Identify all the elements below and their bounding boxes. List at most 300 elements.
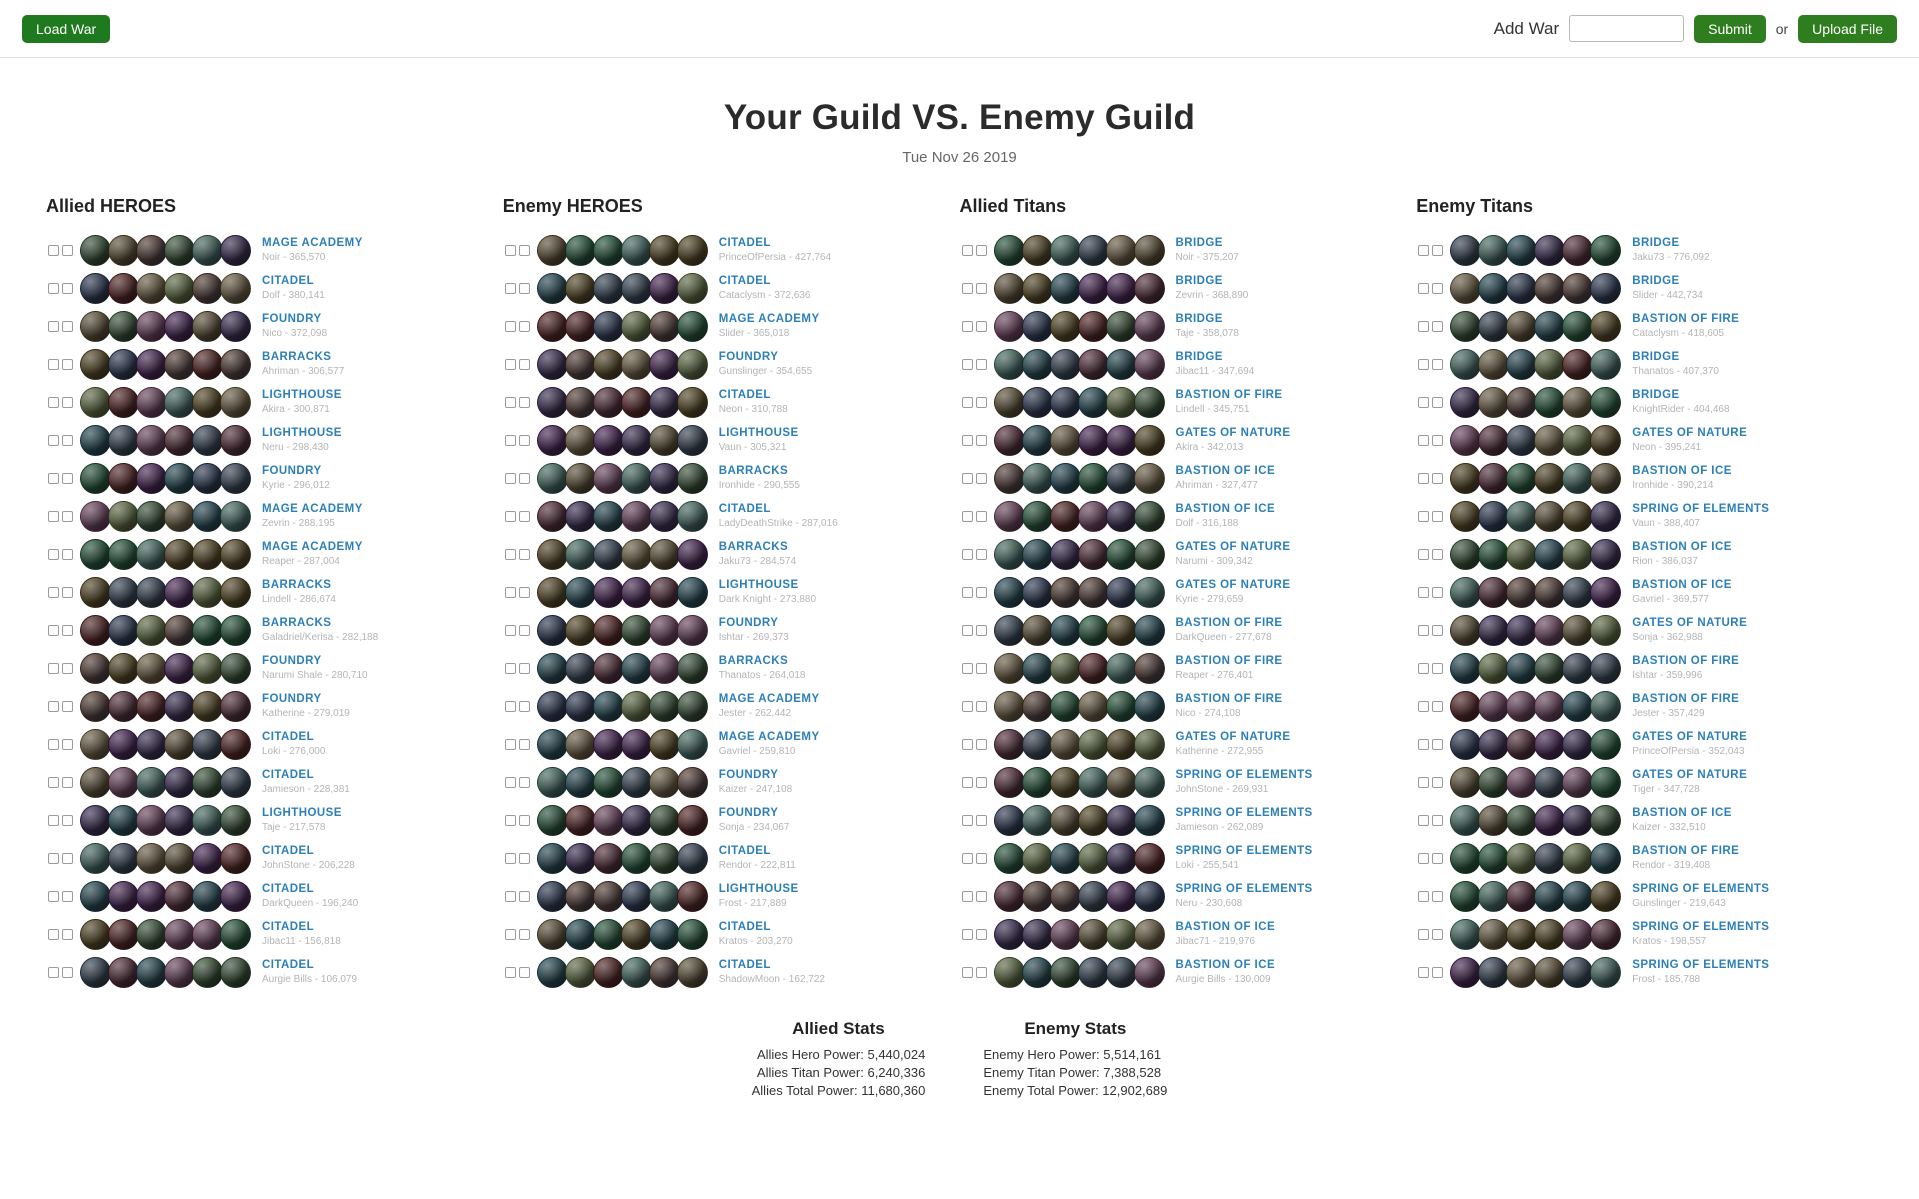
unit-avatar-icon[interactable]: [649, 615, 680, 646]
row-select-checkbox[interactable]: [48, 587, 59, 598]
fortification-label[interactable]: BASTION OF ICE: [1175, 502, 1276, 515]
unit-avatar-icon[interactable]: [677, 235, 708, 266]
unit-avatar-icon[interactable]: [677, 767, 708, 798]
unit-avatar-icon[interactable]: [1134, 387, 1165, 418]
unit-avatar-icon[interactable]: [108, 919, 139, 950]
fortification-label[interactable]: BRIDGE: [1632, 350, 1680, 363]
unit-avatar-icon[interactable]: [1506, 615, 1537, 646]
unit-avatar-icon[interactable]: [994, 615, 1025, 646]
row-compare-checkbox[interactable]: [976, 967, 987, 978]
fortification-label[interactable]: CITADEL: [718, 502, 771, 515]
row-select-checkbox[interactable]: [505, 929, 516, 940]
unit-avatar-icon[interactable]: [108, 501, 139, 532]
row-compare-checkbox[interactable]: [1432, 967, 1443, 978]
unit-avatar-icon[interactable]: [649, 957, 680, 988]
unit-avatar-icon[interactable]: [565, 235, 596, 266]
unit-avatar-icon[interactable]: [621, 577, 652, 608]
unit-avatar-icon[interactable]: [164, 653, 195, 684]
row-compare-checkbox[interactable]: [1432, 929, 1443, 940]
unit-avatar-icon[interactable]: [994, 539, 1025, 570]
unit-avatar-icon[interactable]: [565, 767, 596, 798]
unit-avatar-icon[interactable]: [1050, 919, 1081, 950]
unit-avatar-icon[interactable]: [994, 729, 1025, 760]
fortification-label[interactable]: CITADEL: [718, 920, 771, 933]
unit-avatar-icon[interactable]: [565, 387, 596, 418]
unit-avatar-icon[interactable]: [677, 577, 708, 608]
row-select-checkbox[interactable]: [505, 511, 516, 522]
row-select-checkbox[interactable]: [505, 815, 516, 826]
unit-avatar-icon[interactable]: [164, 539, 195, 570]
row-select-checkbox[interactable]: [962, 511, 973, 522]
row-select-checkbox[interactable]: [962, 321, 973, 332]
unit-avatar-icon[interactable]: [1106, 653, 1137, 684]
row-compare-checkbox[interactable]: [519, 321, 530, 332]
unit-avatar-icon[interactable]: [1450, 615, 1481, 646]
row-select-checkbox[interactable]: [48, 397, 59, 408]
row-compare-checkbox[interactable]: [519, 663, 530, 674]
unit-avatar-icon[interactable]: [1078, 235, 1109, 266]
unit-avatar-icon[interactable]: [1050, 501, 1081, 532]
unit-avatar-icon[interactable]: [1078, 273, 1109, 304]
roster-row[interactable]: [960, 839, 1417, 877]
unit-avatar-icon[interactable]: [1478, 235, 1509, 266]
row-select-checkbox[interactable]: [1418, 473, 1429, 484]
unit-avatar-icon[interactable]: [192, 235, 223, 266]
row-select-checkbox[interactable]: [1418, 853, 1429, 864]
row-select-checkbox[interactable]: [48, 891, 59, 902]
roster-row[interactable]: [503, 953, 960, 991]
unit-avatar-icon[interactable]: [1022, 463, 1053, 494]
unit-avatar-icon[interactable]: [1022, 539, 1053, 570]
row-select-checkbox[interactable]: [962, 397, 973, 408]
unit-avatar-icon[interactable]: [1562, 843, 1593, 874]
unit-avatar-icon[interactable]: [994, 881, 1025, 912]
unit-avatar-icon[interactable]: [1590, 881, 1621, 912]
unit-avatar-icon[interactable]: [1534, 919, 1565, 950]
unit-avatar-icon[interactable]: [192, 653, 223, 684]
unit-avatar-icon[interactable]: [1590, 729, 1621, 760]
row-compare-checkbox[interactable]: [62, 853, 73, 864]
unit-avatar-icon[interactable]: [1562, 349, 1593, 380]
unit-avatar-icon[interactable]: [1078, 577, 1109, 608]
unit-avatar-icon[interactable]: [1590, 235, 1621, 266]
unit-avatar-icon[interactable]: [994, 463, 1025, 494]
unit-avatar-icon[interactable]: [80, 767, 111, 798]
unit-avatar-icon[interactable]: [1478, 881, 1509, 912]
unit-avatar-icon[interactable]: [621, 539, 652, 570]
roster-row[interactable]: [503, 687, 960, 725]
unit-avatar-icon[interactable]: [1450, 273, 1481, 304]
unit-avatar-icon[interactable]: [649, 691, 680, 722]
unit-avatar-icon[interactable]: [1022, 425, 1053, 456]
unit-avatar-icon[interactable]: [164, 843, 195, 874]
unit-avatar-icon[interactable]: [1450, 691, 1481, 722]
unit-avatar-icon[interactable]: [1478, 767, 1509, 798]
unit-avatar-icon[interactable]: [1478, 691, 1509, 722]
roster-row[interactable]: [503, 307, 960, 345]
unit-avatar-icon[interactable]: [593, 919, 624, 950]
unit-avatar-icon[interactable]: [1106, 577, 1137, 608]
unit-avatar-icon[interactable]: [1106, 273, 1137, 304]
roster-row[interactable]: [46, 269, 503, 307]
unit-avatar-icon[interactable]: [649, 653, 680, 684]
unit-avatar-icon[interactable]: [565, 425, 596, 456]
unit-avatar-icon[interactable]: [1562, 425, 1593, 456]
unit-avatar-icon[interactable]: [80, 615, 111, 646]
fortification-label[interactable]: BRIDGE: [1175, 236, 1223, 249]
unit-avatar-icon[interactable]: [1134, 539, 1165, 570]
row-select-checkbox[interactable]: [48, 967, 59, 978]
roster-row[interactable]: [1416, 383, 1873, 421]
unit-avatar-icon[interactable]: [1134, 425, 1165, 456]
unit-avatar-icon[interactable]: [1022, 729, 1053, 760]
fortification-label[interactable]: BARRACKS: [718, 654, 789, 667]
unit-avatar-icon[interactable]: [677, 463, 708, 494]
unit-avatar-icon[interactable]: [994, 425, 1025, 456]
row-select-checkbox[interactable]: [962, 625, 973, 636]
unit-avatar-icon[interactable]: [1134, 881, 1165, 912]
unit-avatar-icon[interactable]: [565, 729, 596, 760]
unit-avatar-icon[interactable]: [537, 691, 568, 722]
unit-avatar-icon[interactable]: [1562, 235, 1593, 266]
unit-avatar-icon[interactable]: [1534, 425, 1565, 456]
unit-avatar-icon[interactable]: [537, 387, 568, 418]
fortification-label[interactable]: SPRING OF ELEMENTS: [1175, 882, 1313, 895]
unit-avatar-icon[interactable]: [1450, 653, 1481, 684]
row-select-checkbox[interactable]: [505, 245, 516, 256]
fortification-label[interactable]: BASTION OF ICE: [1175, 958, 1276, 971]
unit-avatar-icon[interactable]: [1562, 615, 1593, 646]
unit-avatar-icon[interactable]: [1134, 577, 1165, 608]
row-compare-checkbox[interactable]: [62, 359, 73, 370]
row-select-checkbox[interactable]: [1418, 549, 1429, 560]
row-select-checkbox[interactable]: [48, 739, 59, 750]
row-select-checkbox[interactable]: [962, 777, 973, 788]
unit-avatar-icon[interactable]: [593, 577, 624, 608]
unit-avatar-icon[interactable]: [80, 463, 111, 494]
unit-avatar-icon[interactable]: [593, 425, 624, 456]
unit-avatar-icon[interactable]: [565, 957, 596, 988]
unit-avatar-icon[interactable]: [994, 311, 1025, 342]
unit-avatar-icon[interactable]: [593, 349, 624, 380]
unit-avatar-icon[interactable]: [994, 501, 1025, 532]
unit-avatar-icon[interactable]: [1506, 653, 1537, 684]
row-select-checkbox[interactable]: [1418, 929, 1429, 940]
unit-avatar-icon[interactable]: [1134, 957, 1165, 988]
unit-avatar-icon[interactable]: [1134, 729, 1165, 760]
row-select-checkbox[interactable]: [48, 245, 59, 256]
roster-row[interactable]: [1416, 307, 1873, 345]
roster-row[interactable]: [503, 459, 960, 497]
unit-avatar-icon[interactable]: [565, 577, 596, 608]
unit-avatar-icon[interactable]: [1106, 425, 1137, 456]
unit-avatar-icon[interactable]: [1506, 501, 1537, 532]
unit-avatar-icon[interactable]: [1478, 387, 1509, 418]
unit-avatar-icon[interactable]: [565, 843, 596, 874]
unit-avatar-icon[interactable]: [80, 805, 111, 836]
fortification-label[interactable]: LIGHTHOUSE: [718, 426, 799, 439]
row-compare-checkbox[interactable]: [976, 929, 987, 940]
unit-avatar-icon[interactable]: [1534, 691, 1565, 722]
row-select-checkbox[interactable]: [962, 283, 973, 294]
unit-avatar-icon[interactable]: [1050, 653, 1081, 684]
unit-avatar-icon[interactable]: [593, 881, 624, 912]
unit-avatar-icon[interactable]: [537, 767, 568, 798]
unit-avatar-icon[interactable]: [108, 767, 139, 798]
row-select-checkbox[interactable]: [1418, 321, 1429, 332]
unit-avatar-icon[interactable]: [677, 843, 708, 874]
unit-avatar-icon[interactable]: [649, 425, 680, 456]
unit-avatar-icon[interactable]: [108, 577, 139, 608]
unit-avatar-icon[interactable]: [1106, 311, 1137, 342]
unit-avatar-icon[interactable]: [1590, 691, 1621, 722]
row-select-checkbox[interactable]: [505, 625, 516, 636]
fortification-label[interactable]: MAGE ACADEMY: [262, 540, 363, 553]
roster-row[interactable]: [1416, 649, 1873, 687]
unit-avatar-icon[interactable]: [108, 729, 139, 760]
roster-row[interactable]: [46, 953, 503, 991]
unit-avatar-icon[interactable]: [1450, 843, 1481, 874]
unit-avatar-icon[interactable]: [108, 539, 139, 570]
unit-avatar-icon[interactable]: [1534, 311, 1565, 342]
unit-avatar-icon[interactable]: [192, 273, 223, 304]
row-compare-checkbox[interactable]: [519, 625, 530, 636]
fortification-label[interactable]: MAGE ACADEMY: [262, 502, 363, 515]
unit-avatar-icon[interactable]: [1050, 957, 1081, 988]
roster-row[interactable]: [960, 535, 1417, 573]
fortification-label[interactable]: CITADEL: [262, 768, 315, 781]
unit-avatar-icon[interactable]: [1050, 273, 1081, 304]
unit-avatar-icon[interactable]: [677, 425, 708, 456]
unit-avatar-icon[interactable]: [1022, 843, 1053, 874]
row-compare-checkbox[interactable]: [62, 777, 73, 788]
roster-row[interactable]: [1416, 497, 1873, 535]
row-compare-checkbox[interactable]: [519, 967, 530, 978]
fortification-label[interactable]: CITADEL: [262, 958, 315, 971]
row-compare-checkbox[interactable]: [976, 853, 987, 864]
row-select-checkbox[interactable]: [962, 929, 973, 940]
row-compare-checkbox[interactable]: [976, 435, 987, 446]
row-compare-checkbox[interactable]: [519, 853, 530, 864]
unit-avatar-icon[interactable]: [1478, 615, 1509, 646]
unit-avatar-icon[interactable]: [1506, 311, 1537, 342]
unit-avatar-icon[interactable]: [1022, 387, 1053, 418]
row-compare-checkbox[interactable]: [519, 701, 530, 712]
roster-row[interactable]: [960, 687, 1417, 725]
unit-avatar-icon[interactable]: [677, 881, 708, 912]
fortification-label[interactable]: BARRACKS: [262, 578, 332, 591]
fortification-label[interactable]: LIGHTHOUSE: [262, 388, 342, 401]
unit-avatar-icon[interactable]: [192, 919, 223, 950]
unit-avatar-icon[interactable]: [1450, 425, 1481, 456]
unit-avatar-icon[interactable]: [1478, 805, 1509, 836]
row-select-checkbox[interactable]: [505, 967, 516, 978]
roster-row[interactable]: [46, 345, 503, 383]
unit-avatar-icon[interactable]: [1506, 957, 1537, 988]
unit-avatar-icon[interactable]: [537, 919, 568, 950]
unit-avatar-icon[interactable]: [621, 805, 652, 836]
unit-avatar-icon[interactable]: [1078, 653, 1109, 684]
row-select-checkbox[interactable]: [1418, 739, 1429, 750]
unit-avatar-icon[interactable]: [164, 805, 195, 836]
roster-row[interactable]: [960, 953, 1417, 991]
roster-row[interactable]: [960, 345, 1417, 383]
roster-row[interactable]: [503, 573, 960, 611]
unit-avatar-icon[interactable]: [80, 653, 111, 684]
row-select-checkbox[interactable]: [962, 891, 973, 902]
unit-avatar-icon[interactable]: [593, 957, 624, 988]
row-select-checkbox[interactable]: [962, 967, 973, 978]
row-select-checkbox[interactable]: [48, 625, 59, 636]
unit-avatar-icon[interactable]: [192, 425, 223, 456]
unit-avatar-icon[interactable]: [1478, 501, 1509, 532]
unit-avatar-icon[interactable]: [136, 881, 167, 912]
unit-avatar-icon[interactable]: [1590, 273, 1621, 304]
unit-avatar-icon[interactable]: [1590, 311, 1621, 342]
unit-avatar-icon[interactable]: [1506, 843, 1537, 874]
row-compare-checkbox[interactable]: [976, 549, 987, 560]
unit-avatar-icon[interactable]: [1022, 501, 1053, 532]
unit-avatar-icon[interactable]: [593, 539, 624, 570]
row-select-checkbox[interactable]: [505, 739, 516, 750]
row-compare-checkbox[interactable]: [62, 549, 73, 560]
roster-row[interactable]: [1416, 763, 1873, 801]
unit-avatar-icon[interactable]: [677, 729, 708, 760]
unit-avatar-icon[interactable]: [565, 463, 596, 494]
row-select-checkbox[interactable]: [1418, 701, 1429, 712]
unit-avatar-icon[interactable]: [1562, 881, 1593, 912]
unit-avatar-icon[interactable]: [621, 729, 652, 760]
roster-row[interactable]: [960, 383, 1417, 421]
roster-row[interactable]: [960, 269, 1417, 307]
unit-avatar-icon[interactable]: [164, 235, 195, 266]
unit-avatar-icon[interactable]: [1590, 957, 1621, 988]
row-compare-checkbox[interactable]: [976, 587, 987, 598]
unit-avatar-icon[interactable]: [677, 957, 708, 988]
unit-avatar-icon[interactable]: [1106, 767, 1137, 798]
unit-avatar-icon[interactable]: [1022, 653, 1053, 684]
unit-avatar-icon[interactable]: [220, 729, 251, 760]
unit-avatar-icon[interactable]: [537, 577, 568, 608]
row-select-checkbox[interactable]: [505, 321, 516, 332]
fortification-label[interactable]: BASTION OF FIRE: [1175, 616, 1283, 629]
fortification-label[interactable]: MAGE ACADEMY: [718, 312, 820, 325]
roster-row[interactable]: [1416, 269, 1873, 307]
unit-avatar-icon[interactable]: [108, 273, 139, 304]
unit-avatar-icon[interactable]: [220, 273, 251, 304]
unit-avatar-icon[interactable]: [593, 311, 624, 342]
row-compare-checkbox[interactable]: [62, 587, 73, 598]
row-compare-checkbox[interactable]: [62, 929, 73, 940]
unit-avatar-icon[interactable]: [1590, 577, 1621, 608]
unit-avatar-icon[interactable]: [1134, 501, 1165, 532]
unit-avatar-icon[interactable]: [994, 919, 1025, 950]
unit-avatar-icon[interactable]: [1078, 767, 1109, 798]
row-select-checkbox[interactable]: [1418, 967, 1429, 978]
row-select-checkbox[interactable]: [48, 549, 59, 560]
row-compare-checkbox[interactable]: [976, 663, 987, 674]
row-select-checkbox[interactable]: [962, 853, 973, 864]
fortification-label[interactable]: BASTION OF FIRE: [1175, 654, 1283, 667]
unit-avatar-icon[interactable]: [1562, 919, 1593, 950]
unit-avatar-icon[interactable]: [1562, 501, 1593, 532]
unit-avatar-icon[interactable]: [1590, 463, 1621, 494]
unit-avatar-icon[interactable]: [649, 539, 680, 570]
unit-avatar-icon[interactable]: [537, 805, 568, 836]
unit-avatar-icon[interactable]: [677, 919, 708, 950]
row-compare-checkbox[interactable]: [62, 891, 73, 902]
unit-avatar-icon[interactable]: [192, 843, 223, 874]
unit-avatar-icon[interactable]: [537, 349, 568, 380]
fortification-label[interactable]: GATES OF NATURE: [1632, 616, 1748, 629]
unit-avatar-icon[interactable]: [1022, 957, 1053, 988]
unit-avatar-icon[interactable]: [1022, 615, 1053, 646]
unit-avatar-icon[interactable]: [164, 311, 195, 342]
roster-row[interactable]: [46, 915, 503, 953]
unit-avatar-icon[interactable]: [220, 805, 251, 836]
unit-avatar-icon[interactable]: [677, 387, 708, 418]
unit-avatar-icon[interactable]: [108, 881, 139, 912]
unit-avatar-icon[interactable]: [1590, 501, 1621, 532]
roster-row[interactable]: [1416, 573, 1873, 611]
fortification-label[interactable]: BARRACKS: [262, 616, 332, 629]
row-compare-checkbox[interactable]: [1432, 549, 1443, 560]
unit-avatar-icon[interactable]: [1534, 539, 1565, 570]
roster-row[interactable]: [1416, 611, 1873, 649]
row-compare-checkbox[interactable]: [1432, 701, 1443, 712]
unit-avatar-icon[interactable]: [1590, 615, 1621, 646]
unit-avatar-icon[interactable]: [164, 919, 195, 950]
add-war-input[interactable]: [1569, 15, 1684, 42]
unit-avatar-icon[interactable]: [1590, 767, 1621, 798]
unit-avatar-icon[interactable]: [1478, 349, 1509, 380]
row-select-checkbox[interactable]: [1418, 359, 1429, 370]
unit-avatar-icon[interactable]: [220, 349, 251, 380]
row-select-checkbox[interactable]: [1418, 245, 1429, 256]
roster-row[interactable]: [46, 573, 503, 611]
row-select-checkbox[interactable]: [48, 929, 59, 940]
unit-avatar-icon[interactable]: [220, 919, 251, 950]
fortification-label[interactable]: GATES OF NATURE: [1175, 730, 1291, 743]
row-select-checkbox[interactable]: [505, 701, 516, 712]
unit-avatar-icon[interactable]: [1050, 615, 1081, 646]
row-compare-checkbox[interactable]: [519, 511, 530, 522]
unit-avatar-icon[interactable]: [1106, 957, 1137, 988]
unit-avatar-icon[interactable]: [1478, 919, 1509, 950]
row-select-checkbox[interactable]: [48, 663, 59, 674]
unit-avatar-icon[interactable]: [1050, 349, 1081, 380]
unit-avatar-icon[interactable]: [621, 311, 652, 342]
unit-avatar-icon[interactable]: [1134, 653, 1165, 684]
unit-avatar-icon[interactable]: [593, 387, 624, 418]
roster-row[interactable]: [46, 687, 503, 725]
row-compare-checkbox[interactable]: [62, 739, 73, 750]
fortification-label[interactable]: MAGE ACADEMY: [718, 730, 820, 743]
unit-avatar-icon[interactable]: [1562, 387, 1593, 418]
unit-avatar-icon[interactable]: [192, 767, 223, 798]
unit-avatar-icon[interactable]: [192, 539, 223, 570]
row-compare-checkbox[interactable]: [1432, 625, 1443, 636]
unit-avatar-icon[interactable]: [1534, 501, 1565, 532]
fortification-label[interactable]: CITADEL: [262, 730, 315, 743]
unit-avatar-icon[interactable]: [1534, 463, 1565, 494]
unit-avatar-icon[interactable]: [1506, 919, 1537, 950]
unit-avatar-icon[interactable]: [1534, 767, 1565, 798]
fortification-label[interactable]: BASTION OF ICE: [1632, 806, 1732, 819]
unit-avatar-icon[interactable]: [1534, 843, 1565, 874]
roster-row[interactable]: [503, 611, 960, 649]
unit-avatar-icon[interactable]: [1022, 919, 1053, 950]
